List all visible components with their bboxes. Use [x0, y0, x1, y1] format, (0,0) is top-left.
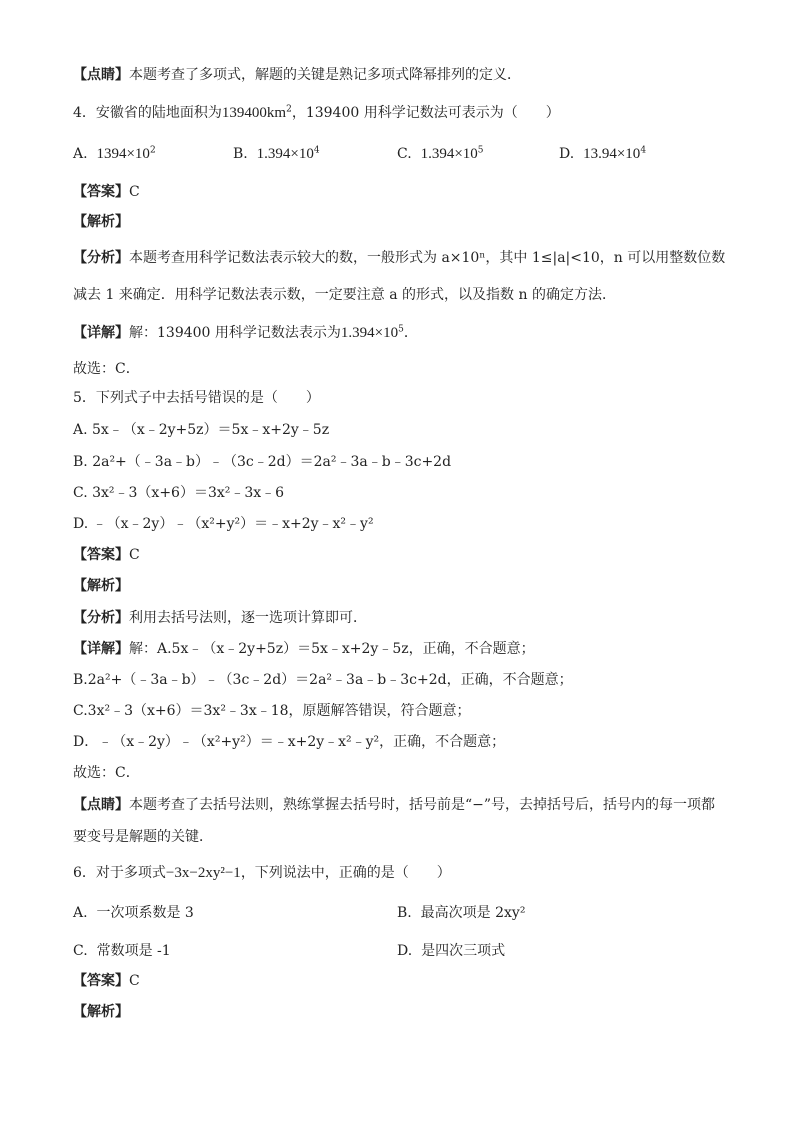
q5-choose: 故选：C．: [73, 765, 140, 781]
q4-stem: 4．安徽省的陆地面积为$139400km^2$，139400 用科学记数法可表示为（ ）: [73, 104, 560, 121]
q5-analysis: 【分析】利用去括号法则，逐一选项计算即可．: [73, 610, 367, 626]
q5-detail-3: C.3x²﹣3（x+6）＝3x²﹣3x﹣18，原题解答错误，符合题意；: [73, 703, 471, 719]
q4-option-d: D. $13.94\times 10^4$: [559, 145, 647, 162]
q6-jiexi: 【解析】: [73, 1004, 129, 1020]
q5-stem: 5．下列式子中去括号错误的是（ ）: [73, 390, 320, 406]
q4-option-b: B. $1.394\times 10^4$: [233, 145, 320, 162]
q6-option-d: D. 是四次三项式: [397, 943, 506, 959]
q5-answer: 【答案】C: [73, 547, 140, 563]
q4-analysis-2: 减去 1 来确定．用科学记数法表示数，一定要注意 a 的形式，以及指数 n 的确定方法．: [73, 287, 616, 303]
q6-option-a: A. 一次项系数是 3: [73, 905, 194, 921]
q5-option-b: B. 2a²+（﹣3a﹣b）﹣（3c﹣2d）＝2a²﹣3a﹣b﹣3c+2d: [73, 454, 452, 470]
q5-detail-2: B.2a²+（﹣3a﹣b）﹣（3c﹣2d）＝2a²﹣3a﹣b﹣3c+2d，正确，不合题意；: [73, 672, 573, 688]
q5-jiexi: 【解析】: [73, 578, 129, 594]
q5-comment-1: 【点睛】本题考查了去括号法则，熟练掌握去括号时，括号前是“−”号，去掉括号后，括号内的每一项都: [73, 797, 716, 813]
q6-answer: 【答案】C: [73, 973, 140, 989]
q4-option-a: A. $1394\times 10^2$: [73, 145, 156, 162]
q4-choose: 故选：C．: [73, 361, 140, 377]
q4-answer: 【答案】C: [73, 184, 140, 200]
q3-comment: 【点睛】本题考查了多项式，解题的关键是熟记多项式降幂排列的定义．: [73, 67, 521, 83]
q4-detail: 【详解】解：139400 用科学记数法表示为$1.394\times 10^5$．: [73, 324, 418, 341]
q5-option-c: C. 3x²﹣3（x+6）＝3x²﹣3x﹣6: [73, 485, 285, 501]
q5-option-a: A. 5x﹣（x﹣2y+5z）＝5x﹣x+2y﹣5z: [73, 422, 330, 438]
q6-stem: 6．对于多项式−3x−2xy²−1，下列说法中，正确的是（ ）: [73, 865, 451, 881]
q5-comment-2: 要变号是解题的关键．: [73, 829, 213, 845]
q4-jiexi: 【解析】: [73, 214, 129, 230]
q4-option-c: C. $1.394\times 10^5$: [397, 145, 484, 162]
q4-analysis-1: 【分析】本题考查用科学记数法表示较大的数，一般形式为 a×10ⁿ，其中 1≤|a|<10，n 可以用整数位数: [73, 250, 726, 266]
q5-detail-4: D．﹣（x﹣2y）﹣（x²+y²）＝﹣x+2y﹣x²﹣y²，正确，不合题意；: [73, 734, 506, 750]
q6-option-b: B. 最高次项是 2xy²: [397, 905, 526, 921]
q6-option-c: C. 常数项是 -1: [73, 943, 171, 959]
q5-detail-1: 【详解】解：A.5x﹣（x﹣2y+5z）＝5x﹣x+2y﹣5z，正确，不合题意；: [73, 641, 535, 657]
q5-option-d: D. ﹣（x﹣2y）﹣（x²+y²）＝﹣x+2y﹣x²﹣y²: [73, 516, 374, 532]
